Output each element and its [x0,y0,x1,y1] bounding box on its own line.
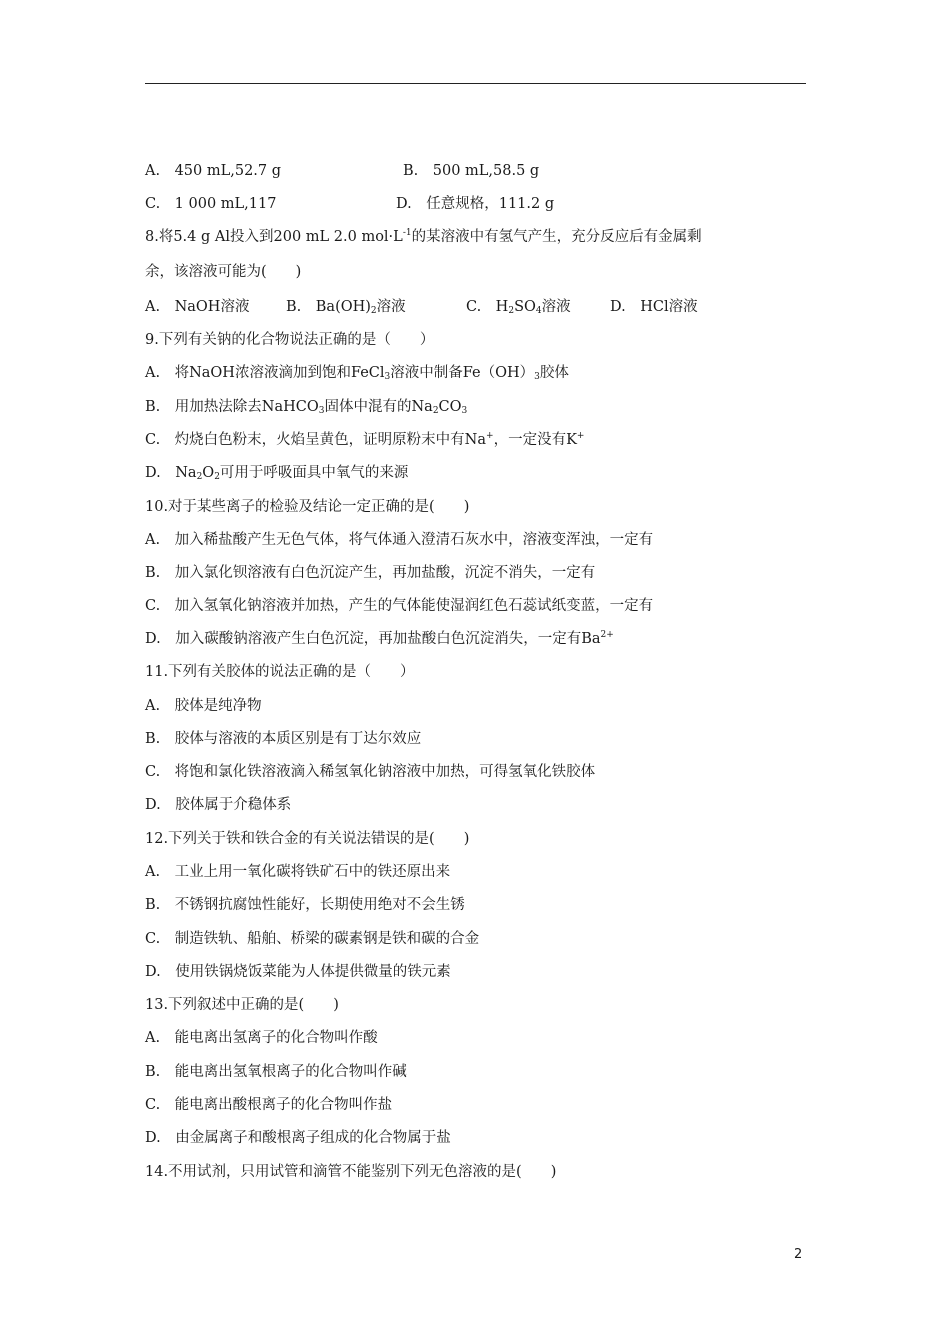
q11-option-c: C. 将饱和氯化铁溶液滴入稀氢氧化钠溶液中加热，可得氢氧化铁胶体 [145,764,596,780]
q13-option-b: B. 能电离出氢氧根离子的化合物叫作碱 [145,1064,407,1080]
q8-stem: 8.将5.4 g Al投入到200 mL 2.0 $mol\cdot L^{-1}$的某溶液中有氢气产生，充分反应后有金属剩 [145,228,702,245]
q8-option-c: C. $H_2SO_4$溶液 [466,299,571,316]
q8-option-a: A. NaOH溶液 [145,299,250,315]
q10-option-a: A. 加入稀盐酸产生无色气体，将气体通入澄清石灰水中，溶液变浑浊，一定有 [145,532,654,548]
q7-option-d: D. 任意规格，111.2 g [396,196,555,212]
q11-option-a: A. 胶体是纯净物 [145,698,262,714]
q10-option-c: C. 加入氢氧化钠溶液并加热，产生的气体能使湿润红色石蕊试纸变蓝，一定有 [145,598,654,614]
q12-option-b: B. 不锈钢抗腐蚀性能好，长期使用绝对不会生锈 [145,897,465,913]
q9-stem: 9.下列有关钠的化合物说法正确的是（ ） [145,332,435,348]
q9-option-b: B. 用加热法除去NaHCO$_3$固体中混有的$Na_2CO_3$ [145,399,468,416]
q8-option-b: B. $Ba(OH)_2$溶液 [286,299,406,316]
q13-option-d: D. 由金属离子和酸根离子组成的化合物属于盐 [145,1130,451,1146]
q13-stem: 13.下列叙述中正确的是( ) [145,997,339,1013]
q12-option-c: C. 制造铁轨、船舶、桥梁的碳素钢是铁和碳的合金 [145,931,480,947]
header-rule [145,83,806,84]
q7-option-b: B. 500 mL,58.5 g [403,163,540,179]
q10-option-d: D. 加入碳酸钠溶液产生白色沉淀，再加盐酸白色沉淀消失，一定有$Ba^{2+}$ [145,630,614,647]
q7-option-a: A. 450 mL,52.7 g [145,163,282,179]
q8-option-d: D. HCl溶液 [610,299,698,315]
q11-option-d: D. 胶体属于介稳体系 [145,797,292,813]
q11-option-b: B. 胶体与溶液的本质区别是有丁达尔效应 [145,731,422,747]
q8-stem-line2: 余，该溶液可能为( ) [145,264,302,280]
q13-option-a: A. 能电离出氢离子的化合物叫作酸 [145,1030,378,1046]
q9-option-c: C. 灼烧白色粉末，火焰呈黄色，证明原粉末中有Na+，一定没有K+ [145,431,585,448]
q11-stem: 11.下列有关胶体的说法正确的是（ ） [145,664,415,680]
q12-stem: 12.下列关于铁和铁合金的有关说法错误的是( ) [145,831,470,847]
q13-option-c: C. 能电离出酸根离子的化合物叫作盐 [145,1097,393,1113]
page-number: 2 [794,1247,803,1262]
q12-option-a: A. 工业上用一氧化碳将铁矿石中的铁还原出来 [145,864,451,880]
q10-stem: 10.对于某些离子的检验及结论一定正确的是( ) [145,499,470,515]
q10-option-b: B. 加入氯化钡溶液有白色沉淀产生，再加盐酸，沉淀不消失，一定有 [145,565,596,581]
q7-option-c: C. 1 000 mL,117 [145,196,277,212]
q14-stem: 14.不用试剂，只用试管和滴管不能鉴别下列无色溶液的是( ) [145,1164,557,1180]
q9-option-d: D. $Na_2O_2$可用于呼吸面具中氧气的来源 [145,465,409,482]
q9-option-a: A. 将NaOH浓溶液滴加到饱和FeCl$_3$溶液中制备$Fe(OH)_3$胶体 [145,365,569,382]
q12-option-d: D. 使用铁锅烧饭菜能为人体提供微量的铁元素 [145,964,451,980]
